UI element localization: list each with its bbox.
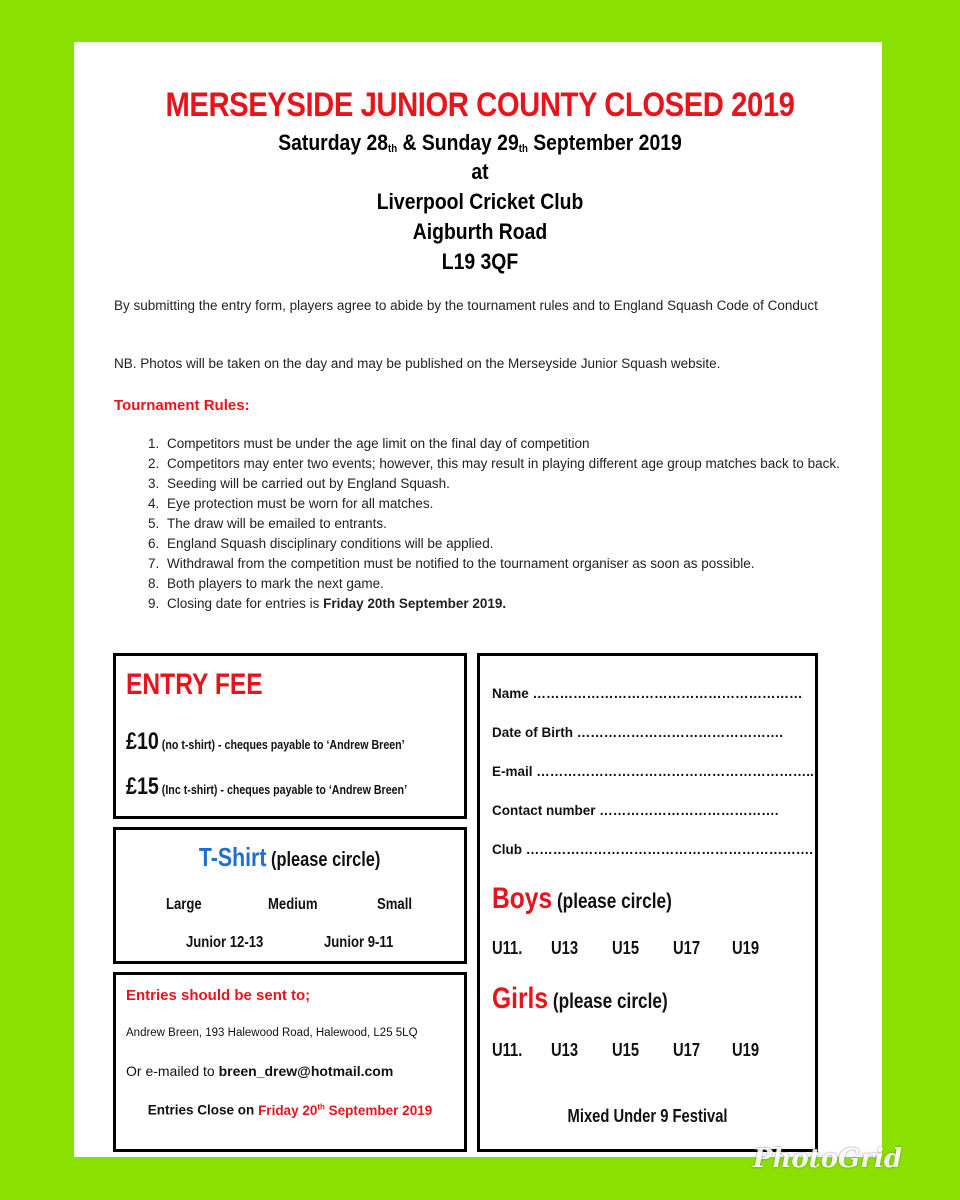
contact-field[interactable]: Contact number …………………………………. [492,803,779,818]
dob-field[interactable]: Date of Birth ………………………………………. [492,725,784,740]
rule-item: 7. Withdrawal from the competition must be notified to the tournament organiser as soon as possible. [163,554,883,574]
rule-item: 5. The draw will be emailed to entrants. [163,514,883,534]
club-field[interactable]: Club ………………………………………………………. [492,842,813,857]
entry-form-box [477,653,818,1152]
agreement-text: By submitting the entry form, players agree to abide by the tournament rules and to England Squash Code of Conduct [114,298,818,313]
rule-item: 6. England Squash disciplinary conditions will be applied. [163,534,883,554]
boys-u13[interactable]: U13 [551,938,579,958]
name-field[interactable]: Name …………………………………………………… [492,686,803,701]
send-heading: Entries should be sent to; [126,987,311,1004]
send-email[interactable]: breen_drew@hotmail.com [218,1063,394,1079]
fee-line-15: £15 (Inc t-shirt) - cheques payable to ‘Andrew Breen’ [126,773,408,800]
size-small[interactable]: Small [377,896,413,913]
photos-note: NB. Photos will be taken on the day and may be published on the Merseyside Junior Squash website. [114,356,721,371]
boys-heading: Boys (please circle) [492,882,672,915]
tshirt-box [113,827,467,964]
rules-list [114,434,883,614]
entries-close-line: Entries Close on Friday 20th September 2019 [147,1102,433,1118]
entry-fee-heading: ENTRY FEE [126,668,263,701]
rule-item: 1. Competitors must be under the age limit on the final day of competition [163,434,883,454]
boys-u19[interactable]: U19 [732,938,760,958]
send-box [113,972,467,1152]
size-medium[interactable]: Medium [268,896,318,913]
at-line: at [471,159,489,184]
email-field[interactable]: E-mail …………………………………………………….. [492,764,814,779]
girls-u11[interactable]: U11. [492,1040,523,1060]
rule-item: 2. Competitors may enter two events; however, this may result in playing different age group matches back to back. [163,454,883,474]
girls-u15[interactable]: U15 [612,1040,640,1060]
mixed-festival[interactable]: Mixed Under 9 Festival [567,1106,728,1126]
rules-heading: Tournament Rules: [114,397,250,414]
girls-heading: Girls (please circle) [492,982,668,1015]
fee-line-10: £10 (no t-shirt) - cheques payable to ‘Andrew Breen’ [126,728,405,755]
venue-name: Liverpool Cricket Club [376,189,584,214]
tshirt-heading: T-Shirt (please circle) [199,842,381,872]
size-large[interactable]: Large [166,896,202,913]
rule-item: 3. Seeding will be carried out by England Squash. [163,474,883,494]
page-title: MERSEYSIDE JUNIOR COUNTY CLOSED 2019 [165,86,795,124]
size-junior-12-13[interactable]: Junior 12-13 [186,934,264,951]
rule-item: 9. Closing date for entries is Friday 20th September 2019. [163,594,883,614]
girls-u19[interactable]: U19 [732,1040,760,1060]
send-address: Andrew Breen, 193 Halewood Road, Halewood, L25 5LQ [126,1027,418,1039]
entry-fee-box [113,653,467,819]
rule-item: 8. Both players to mark the next game. [163,574,883,594]
photogrid-watermark: PhotoGrid [752,1144,902,1174]
girls-u17[interactable]: U17 [673,1040,701,1060]
boys-u11[interactable]: U11. [492,938,523,958]
date-line: Saturday $28_{th}$ & Sunday $29_{th}$ September 2019 [278,130,682,155]
girls-u13[interactable]: U13 [551,1040,579,1060]
size-junior-9-11[interactable]: Junior 9-11 [324,934,394,951]
venue-postcode: L19 3QF [441,249,519,274]
boys-u17[interactable]: U17 [673,938,701,958]
venue-road: Aigburth Road [412,219,548,244]
boys-u15[interactable]: U15 [612,938,640,958]
send-email-line: Or e-mailed to breen_drew@hotmail.com [126,1063,394,1079]
rule-item: 4. Eye protection must be worn for all matches. [163,494,883,514]
